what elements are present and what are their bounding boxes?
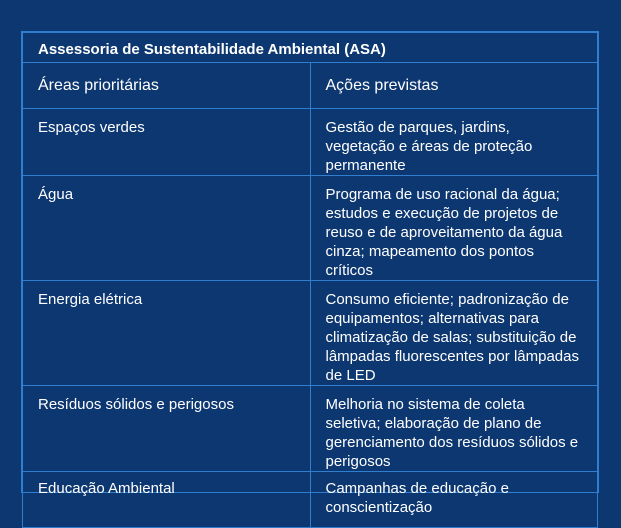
table-row	[23, 176, 598, 281]
area-cell: Resíduos sólidos e perigosos	[23, 386, 311, 472]
area-cell: Educação Ambiental	[23, 472, 311, 528]
table-row	[23, 472, 598, 528]
table-row	[23, 109, 598, 176]
acao-cell: Programa de uso racional da água; estudos e execução de projetos de reuso e de aproveitamento da água cinza; mapeamento dos pontos críticos	[310, 176, 598, 281]
table-title: Assessoria de Sustentabilidade Ambiental (ASA)	[23, 33, 598, 63]
acao-cell: Campanhas de educação e conscientização	[310, 472, 598, 528]
header-acoes-previstas: Ações previstas	[310, 63, 598, 109]
table-title-row	[23, 33, 598, 63]
table-header-row	[23, 63, 598, 109]
area-cell: Água	[23, 176, 311, 281]
acao-cell: Gestão de parques, jardins, vegetação e áreas de proteção permanente	[310, 109, 598, 176]
table-row	[23, 281, 598, 386]
area-cell: Espaços verdes	[23, 109, 311, 176]
acao-cell: Melhoria no sistema de coleta seletiva; elaboração de plano de gerenciamento dos resíduos sólidos e perigosos	[310, 386, 598, 472]
acao-cell: Consumo eficiente; padronização de equipamentos; alternativas para climatização de salas; substituição de lâmpadas fluorescentes por lâmpadas de LED	[310, 281, 598, 386]
area-cell: Energia elétrica	[23, 281, 311, 386]
asa-table-container	[21, 31, 599, 516]
asa-table	[22, 32, 598, 528]
table-row	[23, 386, 598, 472]
header-areas-prioritarias: Áreas prioritárias	[23, 63, 311, 109]
